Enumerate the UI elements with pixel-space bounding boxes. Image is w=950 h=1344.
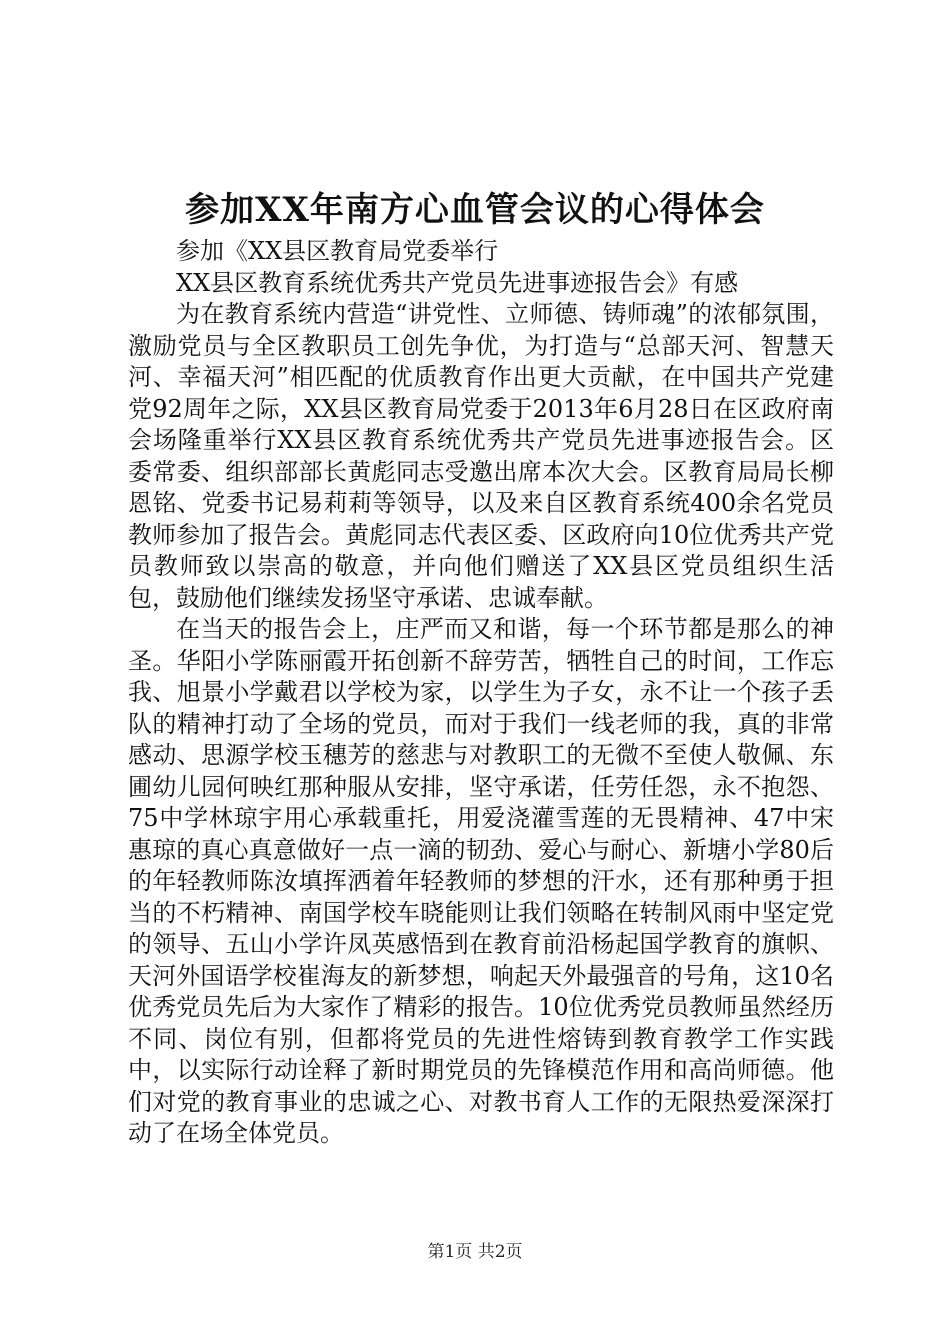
document-body bbox=[128, 236, 834, 1150]
page-footer: 第1页 共2页 bbox=[427, 1242, 523, 1262]
subtitle-line-1: 参加《XX县区教育局党委举行 bbox=[176, 237, 499, 265]
paragraph-1: 为在教育系统内营造“讲党性、立师德、铸师魂”的浓郁氛围，激励党员与全区教职员工创先争优，为打造与“总部天河、智慧天河、幸福天河”相匹配的优质教育作出更大贡献，在中国共产党建党92周年之际，XX县区教育局党委于2013年6月28日在区政府南会场隆重举行XX县区教育系统优秀共产党员先进事迹报告会。区委常委、组织部部长黄彪同志受邀出席本次大会。区教育局局长柳恩铭、党委书记易莉莉等领导，以及来自区教育系统400余名党员教师参加了报告会。黄彪同志代表区委、区政府向10位优秀共产党员教师致以崇高的敬意，并向他们赠送了XX县区党员组织生活包，鼓励他们继续发扬坚守承诺、忠诚奉献。 bbox=[128, 300, 834, 612]
paragraph-2: 在当天的报告会上，庄严而又和谐，每一个环节都是那么的神圣。华阳小学陈丽霞开拓创新不辞劳苦，牺牲自己的时间，工作忘我、旭景小学戴君以学校为家，以学生为子女，永不让一个孩子丢队的精神打动了全场的党员，而对于我们一线老师的我，真的非常感动、思源学校玉穗芳的慈悲与对教职工的无微不至使人敬佩、东圃幼儿园何映红那种服从安排，坚守承诺，任劳任怨，永不抱怨、75中学林琼宇用心承载重托，用爱浇灌雪莲的无畏精神、47中宋惠琼的真心真意做好一点一滴的韧劲、爱心与耐心、新塘小学80后的年轻教师陈汝填挥洒着年轻教师的梦想的汗水，还有那种勇于担当的不朽精神、南国学校车晓能则让我们领略在转制风雨中坚定党的领导、五山小学许凤英感悟到在教育前沿杨起国学教育的旗帜、天河外国语学校崔海友的新梦想，响起天外最强音的号角，这10名优秀党员先后为大家作了精彩的报告。10位优秀党员教师虽然经历不同、岗位有别，但都将党员的先进性熔铸到教育教学工作实践中，以实际行动诠释了新时期党员的先锋模范作用和高尚师德。他们对党的教育事业的忠诚之心、对教书育人工作的无限热爱深深打动了在场全体党员。 bbox=[128, 615, 834, 1147]
subtitle-line-2: XX县区教育系统优秀共产党员先进事迹报告会》有感 bbox=[176, 268, 739, 297]
document-title: 参加XX年南方心血管会议的心得体会 bbox=[185, 190, 765, 230]
